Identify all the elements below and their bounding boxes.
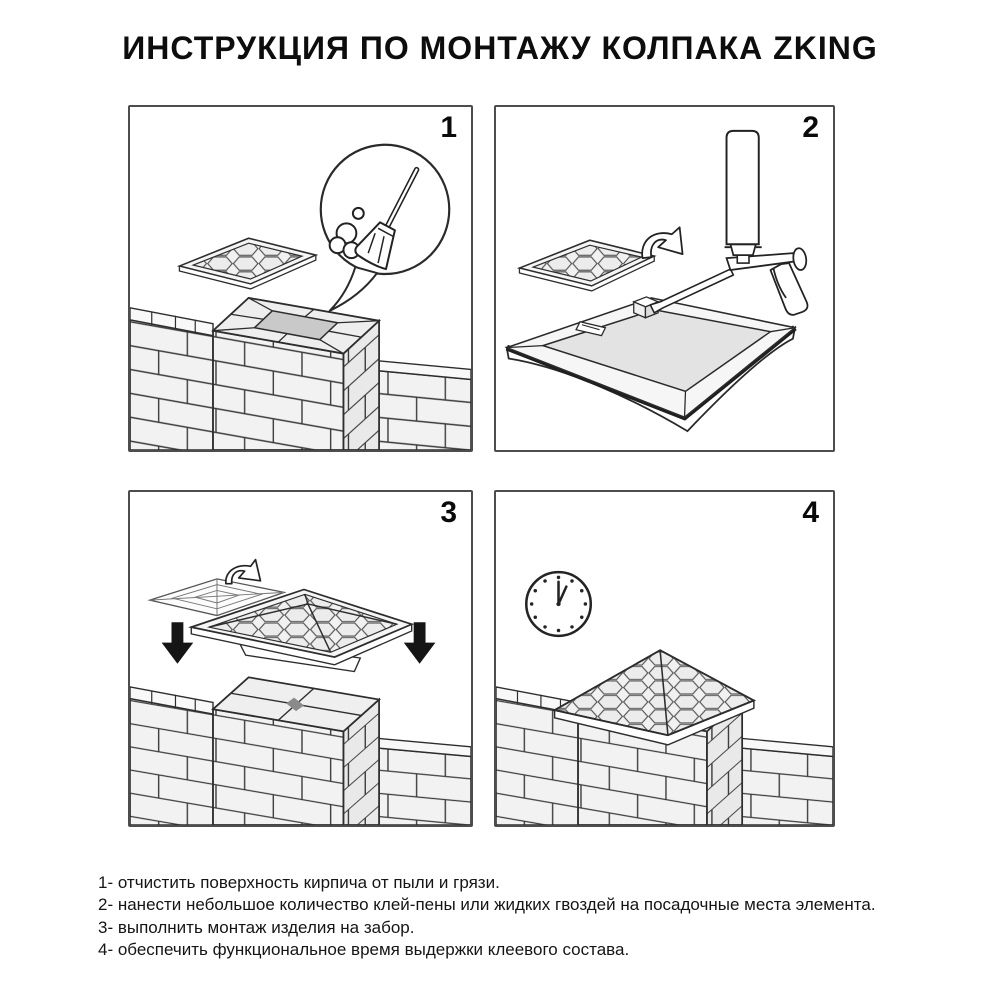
brick-wall-left [130,308,213,450]
instruction-line-2: 2- нанести небольшое количество клей-пены или жидких гвоздей на посадочные места элемента. [98,895,876,915]
step2-apply-glue-illustration [496,107,833,450]
instruction-line-1: 1- отчистить поверхность кирпича от пыли и грязи. [98,873,500,892]
flipped-cap-tray [507,297,795,431]
step3-mount-cap-illustration [130,492,471,825]
brick-wall-left [130,687,213,825]
instruction-line-3: 3- выполнить монтаж изделия на забор. [98,917,415,937]
gun-handle [770,263,807,315]
step-number-1: 1 [440,111,457,144]
step-panel-2 [494,105,835,452]
page-title: ИНСТРУКЦИЯ ПО МОНТАЖУ КОЛПАКА ZKING [122,30,878,66]
foam-gun-icon [650,131,807,315]
flip-arrow-icon [642,227,682,258]
step-panel-4 [494,490,835,827]
step-panel-3 [128,490,473,827]
instruction-list [98,872,958,962]
brick-pillar [213,677,379,825]
instruction-line-4: 4- обеспечить функциональное время выдержки клеевого состава. [98,940,630,960]
down-arrow-icon [162,622,194,664]
step-number-4: 4 [802,496,819,529]
chimney-cap [179,238,315,289]
gun-valve [737,255,749,263]
gun-knob [792,247,808,270]
step-panel-1 [128,105,473,452]
clock-icon [526,572,590,636]
step1-clean-surface-illustration [130,107,471,450]
chimney-cap-small [519,240,654,291]
step4-curing-time-illustration [496,492,833,825]
bottle-collar [730,244,755,255]
step-number-3: 3 [440,496,457,529]
foam-bottle [727,131,759,244]
brick-pillar-open-top [213,298,379,450]
flip-arrow-icon [226,560,261,584]
step-number-2: 2 [802,111,819,144]
